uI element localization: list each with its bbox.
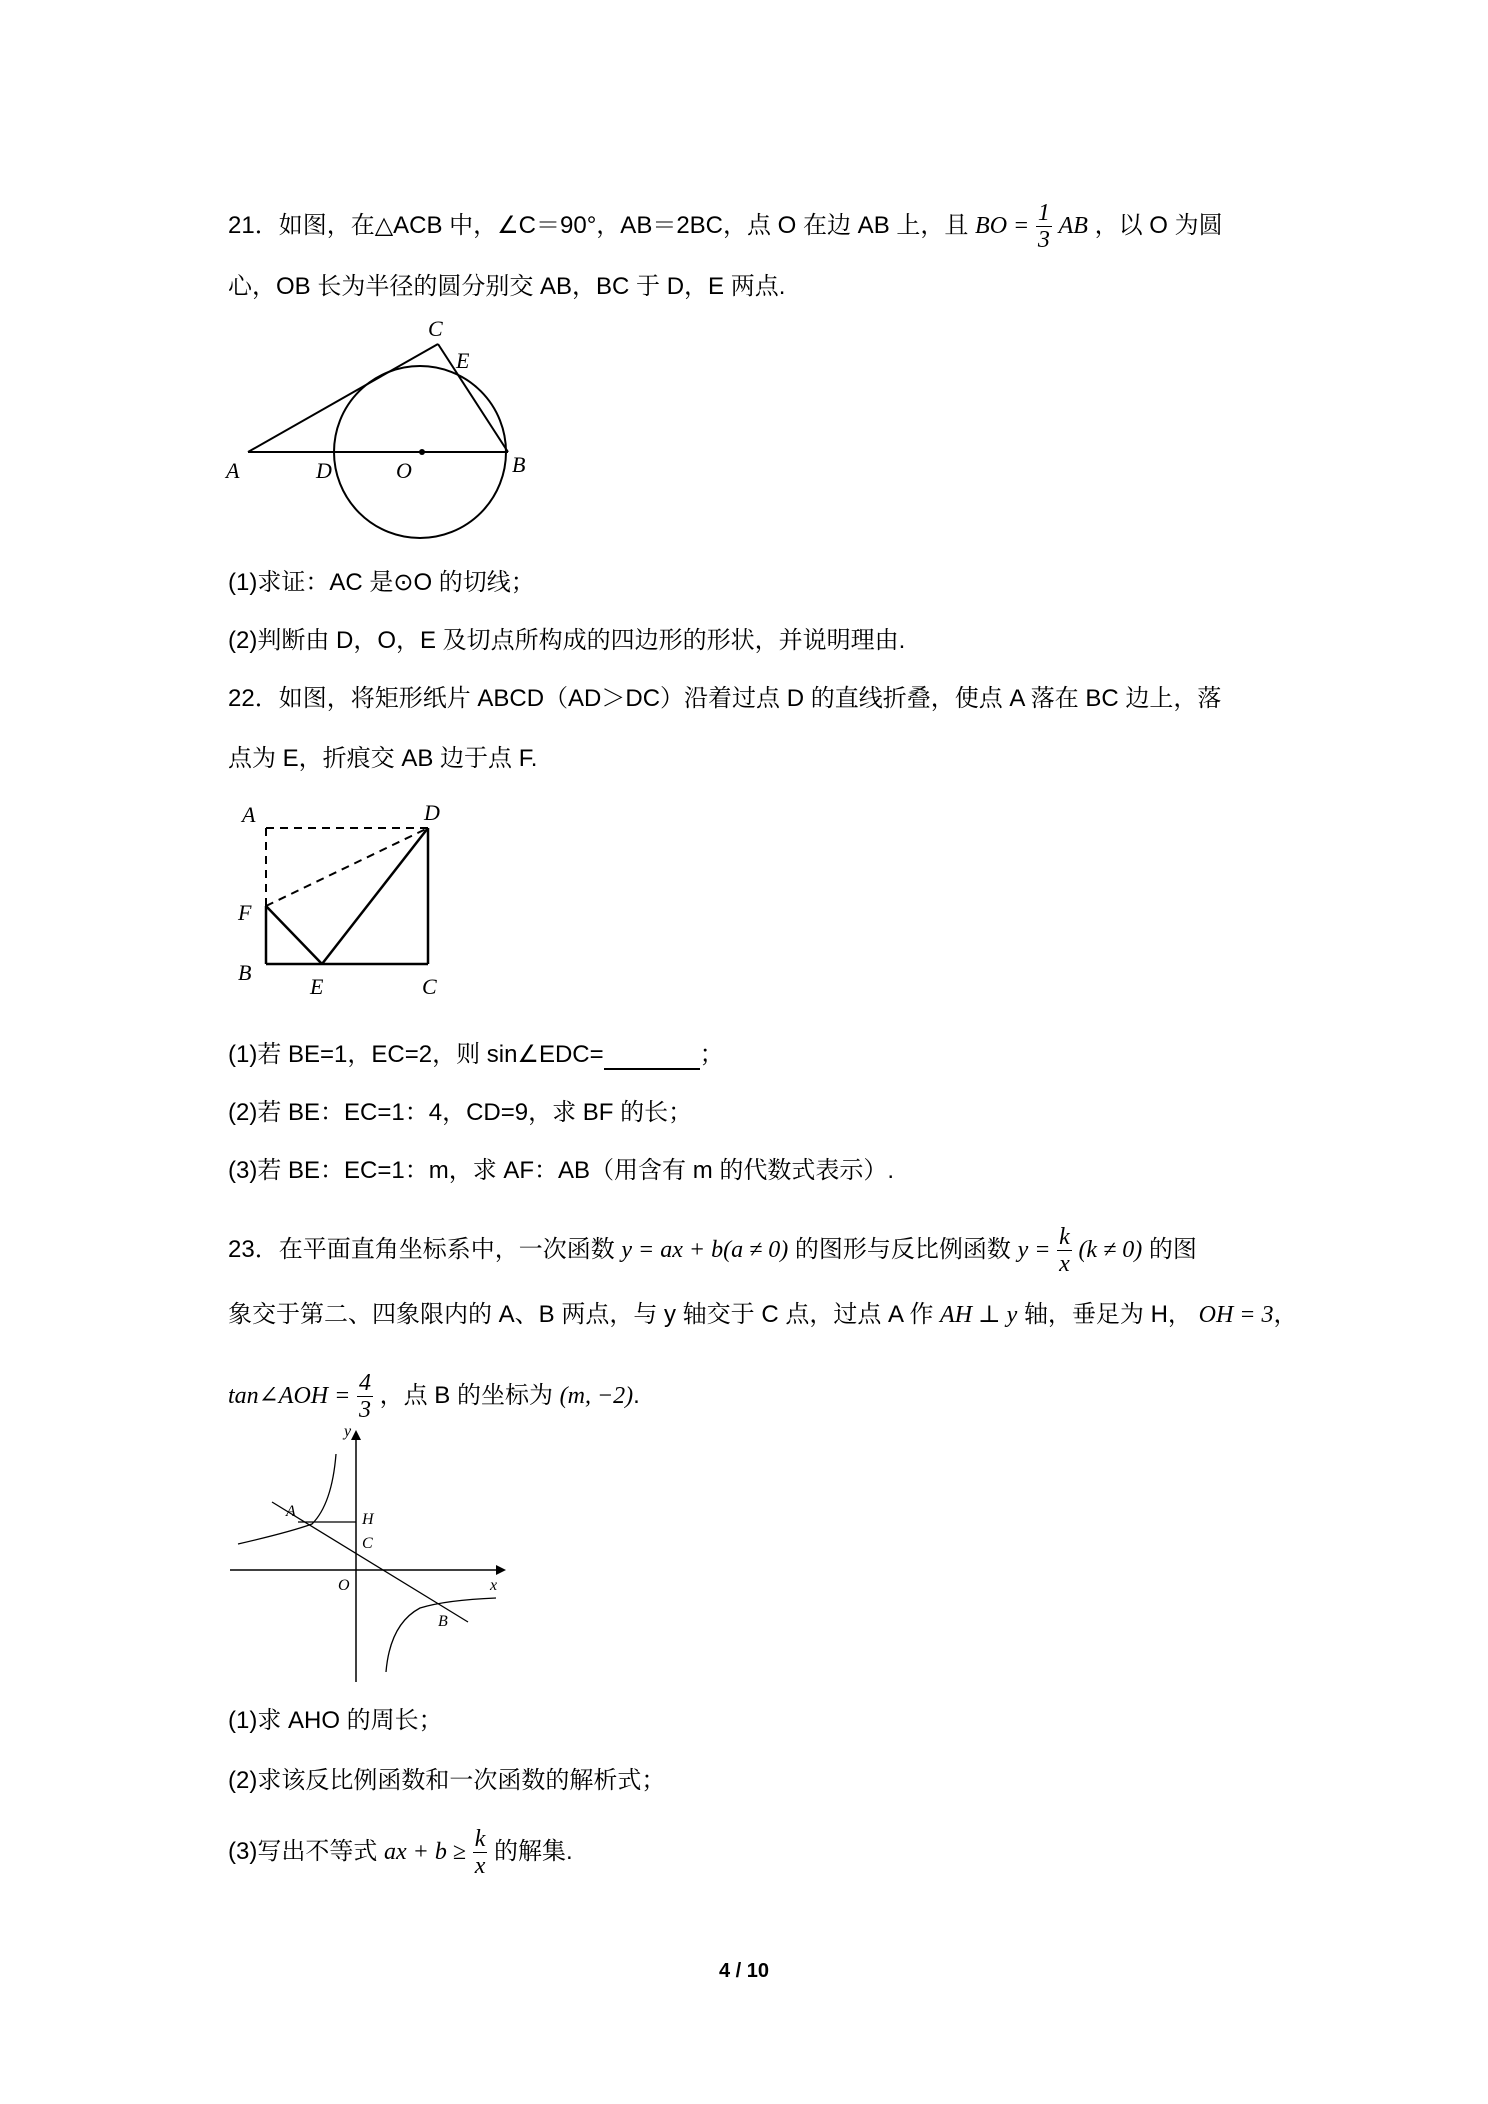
q22-label-f: F — [238, 900, 252, 925]
q23-sub3-den: x — [474, 1853, 486, 1879]
q23-fraction-43 — [357, 1370, 373, 1423]
q22-label-a: A — [242, 802, 256, 827]
q23-y-equals: y = — [1017, 1236, 1051, 1263]
q23-text-b: 的图形与反比例函数 — [794, 1235, 1011, 1263]
q22-line2: 点为 E，折痕交 AB 边于点 F. — [228, 745, 538, 772]
q23-line2-text-c: ， — [1273, 1301, 1298, 1328]
q21-segment-cb — [438, 344, 508, 452]
q23-frac-den: x — [1059, 1251, 1070, 1277]
q23-text-c: 的图 — [1148, 1235, 1197, 1263]
q22-sub2: (2)若 BE：EC=1：4，CD=9，求 BF 的长； — [228, 1099, 693, 1126]
q23-tan-num: 4 — [358, 1370, 371, 1396]
q23-sub3-text-b: 的解集. — [494, 1837, 573, 1865]
q21-label-e: E — [456, 348, 470, 373]
q21-figure — [220, 318, 540, 548]
q22-label-b: B — [238, 960, 252, 985]
q23-line2 — [228, 1300, 1297, 1330]
q21-math-left: BO = — [975, 212, 1030, 239]
q21-label-b: B — [512, 452, 526, 477]
q21-label-o: O — [396, 458, 412, 483]
q21-frac-num: 1 — [1037, 200, 1050, 226]
q22-answer-blank — [604, 1046, 700, 1070]
q23-hyperbola-lower — [386, 1598, 496, 1672]
page-number: 4 / 10 — [718, 1960, 770, 1982]
q23-linear-function: y = ax + b(a ≠ 0) — [621, 1236, 789, 1263]
q23-tan-den: 3 — [358, 1397, 371, 1423]
q21-label-a: A — [226, 458, 240, 483]
q23-tan: tan∠AOH = — [228, 1382, 351, 1409]
q21-label-c: C — [428, 318, 443, 341]
q23-label-a: A — [286, 1503, 296, 1520]
q23-line3 — [228, 1370, 640, 1423]
q23-label-c: C — [362, 1535, 373, 1552]
q23-label-b: B — [438, 1613, 448, 1630]
q23-line2-math: AH ⊥ y — [940, 1302, 1018, 1328]
q21-frac-den: 3 — [1037, 227, 1050, 253]
q23-inequality: ax + b ≥ — [384, 1838, 467, 1865]
q23-label-y: y — [344, 1424, 352, 1440]
q23-sub3-fraction — [473, 1826, 488, 1879]
q23-sub3-num: k — [474, 1826, 486, 1852]
q23-sub1: (1)求 AHO 的周长； — [228, 1707, 443, 1734]
q23-sub2: (2)求该反比例函数和一次函数的解析式； — [228, 1767, 666, 1794]
q22-sub1 — [228, 1040, 724, 1070]
q23-x-arrow — [496, 1565, 506, 1575]
q23-condition: (k ≠ 0) — [1078, 1236, 1143, 1263]
q22-sub1-text: (1)若 BE=1，EC=2，则 sin∠EDC= — [228, 1041, 604, 1068]
q23-line1 — [228, 1224, 1197, 1277]
q23-line3-text-c: . — [633, 1381, 640, 1409]
q23-frac-num: k — [1059, 1224, 1070, 1250]
q23-y-arrow — [351, 1430, 361, 1440]
q21-center-dot — [419, 449, 425, 455]
q22-sub3: (3)若 BE：EC=1：m，求 AF：AB（用含有 m 的代数式表示）. — [228, 1157, 895, 1184]
q22-label-e: E — [310, 974, 324, 999]
q23-line2-math2: OH = 3 — [1198, 1302, 1274, 1328]
q23-text-a: 23．在平面直角坐标系中，一次函数 — [228, 1235, 615, 1263]
q23-sub3-text-a: (3)写出不等式 — [228, 1837, 378, 1865]
q23-hyperbola-upper — [238, 1454, 336, 1544]
q22-sub1-end: ； — [699, 1041, 724, 1068]
q21-line1 — [228, 200, 1223, 253]
q21-sub1: (1)求证：AC 是⊙O 的切线； — [228, 569, 535, 596]
q21-line2: 心，OB 长为半径的圆分别交 AB，BC 于 D，E 两点. — [228, 273, 786, 300]
q22-segment-ed — [322, 828, 428, 964]
q21-label-d: D — [316, 458, 332, 483]
q22-dash-fd — [266, 828, 428, 906]
q21-text-a: 21．如图，在△ACB 中，∠C＝90°，AB＝2BC，点 O 在边 AB 上，且 — [228, 211, 969, 239]
q22-segment-fe — [266, 906, 322, 964]
q23-label-h: H — [362, 1511, 374, 1528]
q21-text-b: ，以 O 为圆 — [1094, 211, 1223, 239]
q21-math-right: AB — [1058, 212, 1088, 239]
q23-sub3 — [228, 1826, 573, 1879]
q21-sub2: (2)判断由 D，O，E 及切点所构成的四边形的形状，并说明理由. — [228, 627, 906, 654]
q23-label-x: x — [490, 1577, 498, 1594]
q23-point-b: (m, −2) — [559, 1382, 634, 1409]
q22-label-d: D — [424, 800, 440, 825]
q21-fraction — [1036, 200, 1052, 253]
q22-line1: 22．如图，将矩形纸片 ABCD（AD＞DC）沿着过点 D 的直线折叠，使点 A 落在 BC 边上，落 — [228, 685, 1222, 712]
q23-label-o: O — [338, 1577, 350, 1594]
q21-segment-ac — [248, 344, 438, 452]
q23-line2-text-a: 象交于第二、四象限内的 A、B 两点，与 y 轴交于 C 点，过点 A 作 — [228, 1301, 934, 1328]
q23-fraction-kx — [1057, 1224, 1072, 1277]
q23-line3-text-b: ，点 B 的坐标为 — [379, 1381, 553, 1409]
q22-figure — [226, 800, 466, 1000]
q23-figure — [220, 1424, 520, 1684]
q23-line2-text-b: 轴，垂足为 H， — [1023, 1301, 1192, 1328]
q22-label-c: C — [422, 974, 437, 999]
